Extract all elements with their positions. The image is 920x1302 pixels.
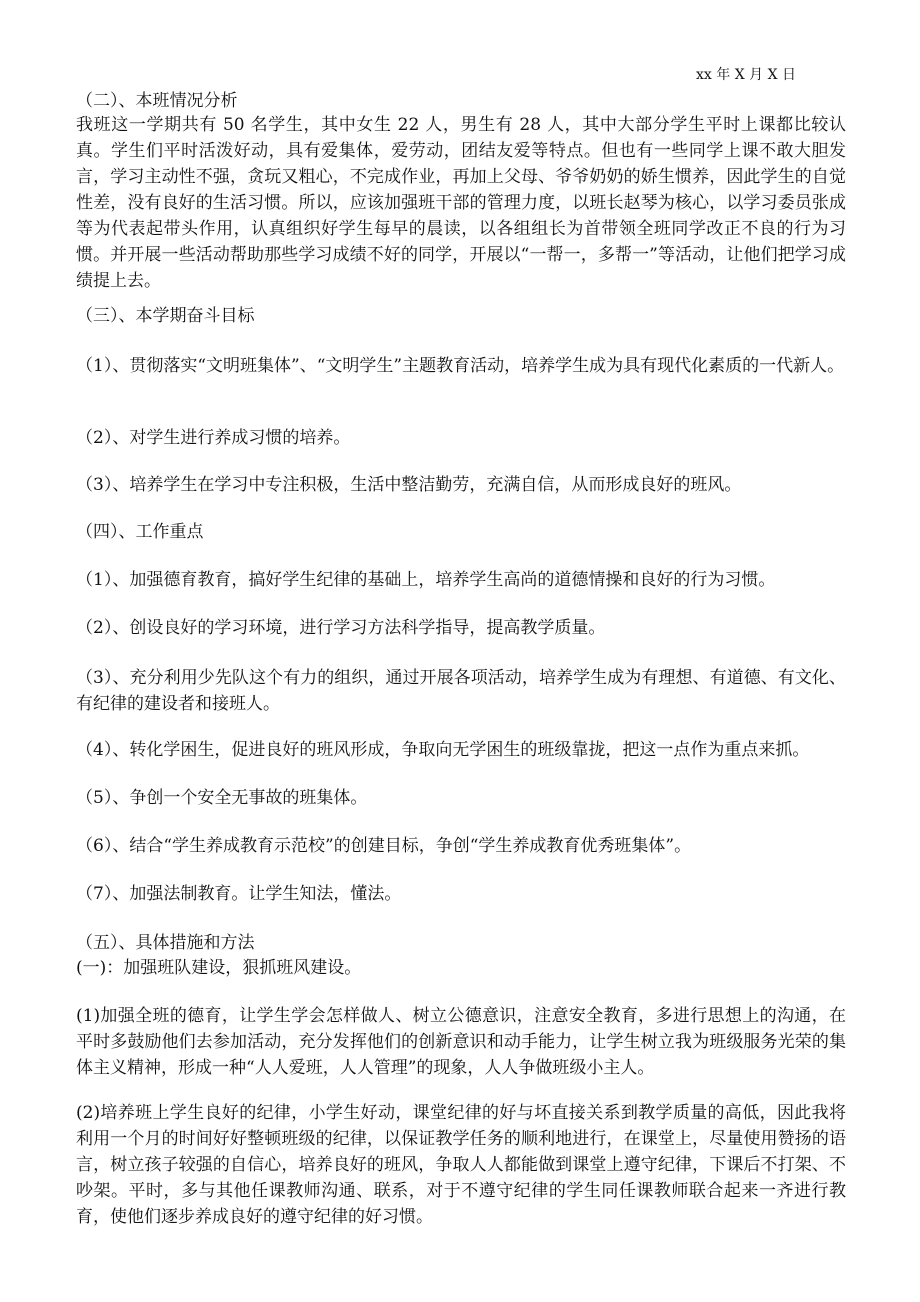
focus-item-4: （4）、转化学困生，促进良好的班风形成，争取向无学困生的班级靠拢，把这一点作为重点来抓。 [76,740,810,760]
header-date: xx 年 X 月 X 日 [696,67,796,83]
goal-item-3: （3）、培养学生在学习中专注积极，生活中整洁勤劳，充满自信，从而形成良好的班风。 [76,475,742,495]
section-4-heading: （四）、工作重点 [76,522,204,542]
focus-item-7: （7）、加强法制教育。让学生知法，懂法。 [76,884,402,904]
goal-item-2: （2）、对学生进行养成习惯的培养。 [76,428,351,448]
section-3-heading: （三）、本学期奋斗目标 [76,306,255,326]
focus-item-3: （3）、充分利用少先队这个有力的组织，通过开展各项活动，培养学生成为有理想、有道德、有文化、有纪律的建设者和接班人。 [76,668,846,714]
focus-item-2: （2）、创设良好的学习环境，进行学习方法科学指导，提高教学质量。 [76,618,606,638]
section-5-heading: （五）、具体措施和方法 [76,933,255,953]
focus-item-1: （1）、加强德育教育，搞好学生纪律的基础上，培养学生高尚的道德情操和良好的行为习惯。 [76,570,776,590]
measure-paragraph-2: (2)培养班上学生良好的纪律，小学生好动，课堂纪律的好与坏直接关系到教学质量的高低，因此我将利用一个月的时间好好整顿班级的纪律，以保证教学任务的顺利地进行，在课堂上，尽量使用赞扬的语言，树立孩子较强的自信心，培养良好的班风，争取人人都能做到课堂上遵守纪律，下课后不打架、不吵架。平时，多与其他任课教师沟通、联系，对于不遵守纪律的学生同任课教师联合起来一齐进行教育，使他们逐步养成良好的遵守纪律的好习惯。 [76,1103,846,1227]
focus-item-5: （5）、争创一个安全无事故的班集体。 [76,788,368,808]
section-2-heading: （二）、本班情况分析 [76,91,238,111]
focus-item-6: （6）、结合“学生养成教育示范校”的创建目标，争创“学生养成教育优秀班集体”。 [76,836,692,856]
section-2-body: 我班这一学期共有 50 名学生，其中女生 22 人，男生有 28 人，其中大部分学生平时上课都比较认真。学生们平时活泼好动，具有爱集体，爱劳动，团结友爱等特点。但也有一些同学上课不敢大胆发言，学习主动性不强，贪玩又粗心，不完成作业，再加上父母、爷爷奶奶的娇生惯养，因此学生的自觉性差，没有良好的生活习惯。所以，应该加强班干部的管理力度，以班长赵琴为核心，以学习委员张成等为代表起带头作用，认真组织好学生每早的晨读，以各组组长为首带领全班同学改正不良的行为习惯。并开展一些活动帮助那些学习成绩不好的同学，开展以“一帮一，多帮一”等活动，让他们把学习成绩提上去。 [76,115,846,291]
measure-paragraph-1: (1)加强全班的德育，让学生学会怎样做人、树立公德意识，注意安全教育，多进行思想上的沟通，在平时多鼓励他们去参加活动，充分发挥他们的创新意识和动手能力，让学生树立我为班级服务光荣的集体主义精神，形成一种“人人爱班，人人管理”的现象，人人争做班级小主人。 [76,1006,846,1078]
goal-item-1: （1）、贯彻落实“文明班集体”、“文明学生”主题教育活动，培养学生成为具有现代化素质的一代新人。 [76,356,845,376]
section-5-subheading: (一)：加强班队建设，狠抓班风建设。 [76,958,362,978]
